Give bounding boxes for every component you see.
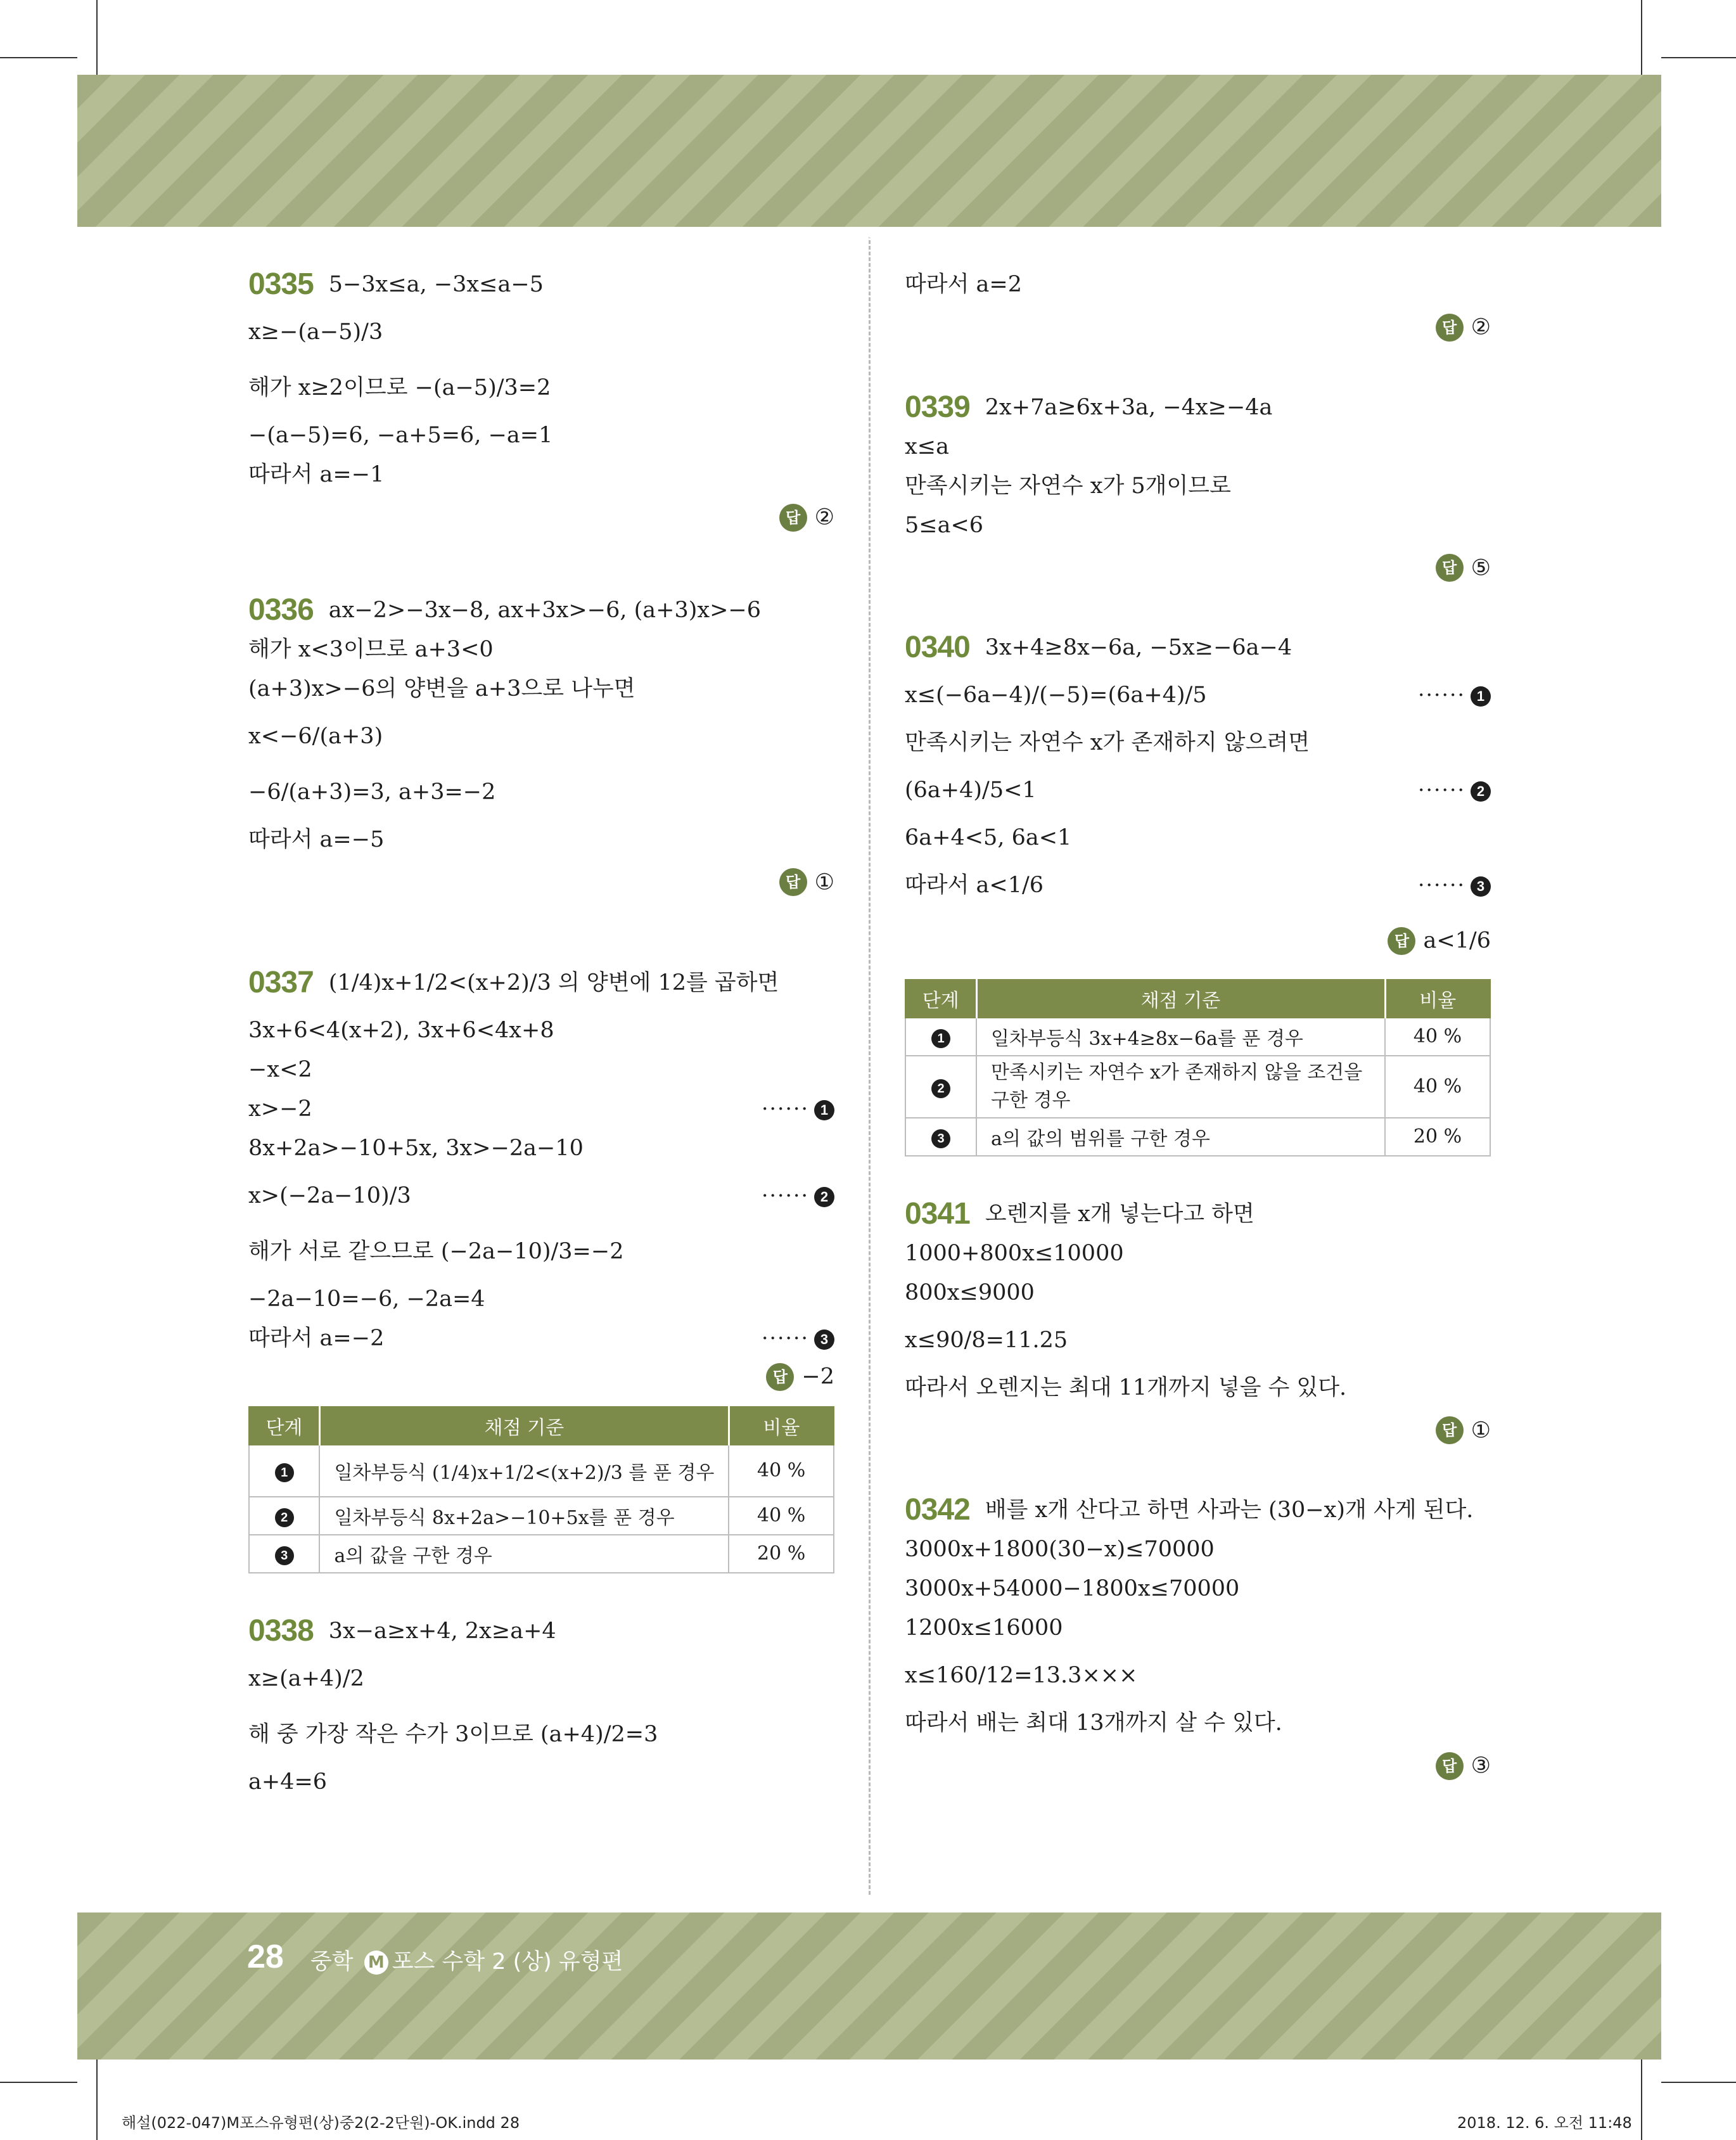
answer-badge: 답	[779, 868, 807, 896]
crop-mark	[96, 2060, 98, 2140]
ratio-cell: 40 %	[1385, 1018, 1490, 1056]
problem-number: 0340	[905, 631, 970, 664]
table-row	[249, 1535, 834, 1573]
problem-0337-line: 따라서 a=−2 ······ 3	[248, 1319, 834, 1358]
ratio-cell: 20 %	[729, 1535, 834, 1573]
problem-number: 0342	[905, 1493, 970, 1527]
criterion-cell: 일차부등식 (1/4)x+1/2<(x+2)/3 를 푼 경우	[319, 1445, 729, 1497]
crop-mark	[1641, 0, 1642, 75]
ratio-cell: 40 %	[1385, 1056, 1490, 1118]
problem-0341-line: 1000+800x≤10000	[905, 1240, 1124, 1266]
problem-0339-line: 0339 2x+7a≥6x+3a, −4x≥−4a	[905, 388, 1491, 427]
crop-mark	[1661, 57, 1736, 58]
problem-0340-line: 따라서 a<1/6 ······ 3	[905, 857, 1491, 913]
problem-0335-line: x≥−(a−5)/3	[248, 319, 383, 345]
table-header: 단계	[905, 980, 976, 1018]
divider-notch	[861, 227, 879, 238]
answer-0340: 답 a<1/6	[905, 913, 1491, 968]
problem-0340-line: 만족시키는 자연수 x가 존재하지 않으려면	[905, 730, 1310, 755]
table-row	[249, 1445, 834, 1497]
problem-0339-line: 만족시키는 자연수 x가 5개이므로	[905, 473, 1231, 499]
problem-0337-line: −2a−10=−6, −2a=4	[248, 1286, 485, 1312]
problem-0336-line: 따라서 a=−5	[248, 826, 385, 852]
step-marker-1: ······ 1	[1418, 667, 1491, 723]
problem-0339-line: 5≤a<6	[905, 512, 984, 538]
table-row	[905, 1118, 1490, 1156]
answer-badge: 답	[1436, 554, 1464, 582]
problem-0337-line: 해가 서로 같으므로 (−2a−10)/3=−2	[248, 1239, 624, 1264]
left-column	[248, 265, 834, 1802]
answer-badge: 답	[766, 1363, 794, 1391]
problem-0335-line: −(a−5)=6, −a+5=6, −a=1	[248, 423, 553, 448]
answer-badge: 답	[779, 504, 807, 532]
criterion-cell: 만족시키는 자연수 x가 존재하지 않을 조건을 구한 경우	[976, 1056, 1385, 1118]
table-header: 비율	[1385, 980, 1490, 1018]
step-number: 3	[931, 1129, 950, 1148]
problem-0342-line: x≤160/12=13.3×××	[905, 1663, 1138, 1688]
answer-0338: 답 ②	[905, 304, 1491, 350]
problem-number: 0341	[905, 1196, 970, 1231]
problem-number: 0338	[248, 1613, 314, 1648]
problem-0336-line: −6/(a+3)=3, a+3=−2	[248, 779, 496, 805]
step-number: 1	[275, 1463, 294, 1482]
crop-mark	[0, 2082, 77, 2083]
problem-0335-line: 0335 5−3x≤a, −3x≤a−5	[248, 265, 834, 304]
scoring-table-0340	[905, 979, 1491, 1156]
problem-0342-line: 3000x+54000−1800x≤70000	[905, 1576, 1240, 1601]
problem-0335-line: 해가 x≥2이므로 −(a−5)/3=2	[248, 375, 551, 400]
answer-0336: 답 ①	[248, 859, 834, 905]
answer-badge: 답	[1436, 1416, 1464, 1444]
problem-0337-line: 8x+2a>−10+5x, 3x>−2a−10	[248, 1136, 584, 1161]
criterion-cell: a의 값을 구한 경우	[319, 1535, 729, 1573]
problem-number: 0335	[248, 267, 314, 301]
criterion-cell: a의 값의 범위를 구한 경우	[976, 1118, 1385, 1156]
problem-0337-line: x>(−2a−10)/3 ······ 2	[248, 1168, 834, 1224]
problem-0336-line: 0336 ax−2>−3x−8, ax+3x>−6, (a+3)x>−6	[248, 591, 834, 630]
column-divider	[869, 234, 871, 1895]
table-header: 채점 기준	[976, 980, 1385, 1018]
problem-0340-line: 0340 3x+4≥8x−6a, −5x≥−6a−4	[905, 628, 1491, 667]
problem-0341-line: 800x≤9000	[905, 1279, 1035, 1305]
crop-mark	[1661, 2082, 1736, 2083]
problem-0342-line: 1200x≤16000	[905, 1615, 1063, 1641]
problem-0337-line: x>−2 ······ 1	[248, 1089, 834, 1129]
answer-0342: 답 ③	[905, 1743, 1491, 1788]
step-marker-3: ······ 3	[1418, 857, 1491, 913]
step-marker-1: ······ 1	[762, 1089, 834, 1129]
answer-badge: 답	[1388, 927, 1415, 955]
continued-line: 따라서 a=2	[905, 272, 1023, 297]
ratio-cell: 40 %	[729, 1445, 834, 1497]
page-number: 28	[247, 1938, 284, 1975]
problem-number: 0336	[248, 593, 314, 627]
problem-0339-line: x≤a	[905, 433, 949, 459]
header-band	[77, 75, 1661, 227]
answer-badge: 답	[1436, 314, 1464, 342]
answer-badge: 답	[1436, 1752, 1464, 1780]
step-marker-3: ······ 3	[762, 1319, 834, 1358]
book-title: 중학 M 포스 수학 2 (상) 유형편	[310, 1949, 623, 1975]
crop-mark	[96, 0, 98, 75]
answer-0335: 답 ②	[248, 494, 834, 540]
ratio-cell: 20 %	[1385, 1118, 1490, 1156]
problem-0337-line: −x<2	[248, 1057, 312, 1082]
problem-0342-line: 3000x+1800(30−x)≤70000	[905, 1537, 1215, 1562]
m-logo-icon: M	[364, 1951, 388, 1975]
table-header: 비율	[729, 1407, 834, 1445]
ratio-cell: 40 %	[729, 1497, 834, 1535]
step-number: 2	[931, 1079, 950, 1098]
file-slug: 해설(022-047)M포스유형편(상)중2(2-2단원)-OK.indd 28	[122, 2114, 520, 2132]
problem-0338-line: 해 중 가장 작은 수가 3이므로 (a+4)/2=3	[248, 1721, 658, 1747]
problem-0335-line: 따라서 a=−1	[248, 462, 385, 487]
problem-0338-line: a+4=6	[248, 1769, 328, 1795]
print-datetime: 2018. 12. 6. 오전 11:48	[1457, 2114, 1632, 2132]
problem-0341-line: 따라서 오렌지는 최대 11개까지 넣을 수 있다.	[905, 1374, 1347, 1400]
table-header: 단계	[249, 1407, 319, 1445]
table-header: 채점 기준	[319, 1407, 729, 1445]
step-number: 3	[275, 1546, 294, 1565]
divider-notch	[861, 1897, 879, 1909]
problem-number: 0337	[248, 966, 314, 999]
answer-0341: 답 ①	[905, 1407, 1491, 1453]
problem-0342-line: 따라서 배는 최대 13개까지 살 수 있다.	[905, 1710, 1282, 1736]
problem-number: 0339	[905, 390, 970, 424]
step-marker-2: ······ 2	[762, 1168, 834, 1224]
problem-0340-line: x≤(−6a−4)/(−5)=(6a+4)/5 ······ 1	[905, 667, 1491, 723]
scoring-table-0337	[248, 1406, 834, 1573]
problem-0342-line: 0342 배를 x개 산다고 하면 사과는 (30−x)개 사게 된다.	[905, 1490, 1491, 1530]
footer-band	[77, 1913, 1661, 2060]
problem-0341-line: 0341 오렌지를 x개 넣는다고 하면	[905, 1195, 1491, 1234]
problem-0340-line: (6a+4)/5<1 ······ 2	[905, 762, 1491, 818]
table-row	[249, 1497, 834, 1535]
problem-0340-line: 6a+4<5, 6a<1	[905, 825, 1072, 850]
crop-mark	[1641, 2060, 1642, 2140]
answer-0339: 답 ⑤	[905, 545, 1491, 591]
table-row	[905, 1018, 1490, 1056]
criterion-cell: 일차부등식 8x+2a>−10+5x를 푼 경우	[319, 1497, 729, 1535]
right-column	[905, 265, 1491, 1788]
problem-0338-line: x≥(a+4)/2	[248, 1665, 364, 1691]
step-number: 1	[931, 1029, 950, 1048]
crop-mark	[0, 57, 77, 58]
problem-0337-line: 3x+6<4(x+2), 3x+6<4x+8	[248, 1018, 554, 1043]
answer-0337: 답 −2	[248, 1358, 834, 1395]
problem-0341-line: x≤90/8=11.25	[905, 1327, 1068, 1353]
table-row	[905, 1056, 1490, 1118]
problem-0336-line: x<−6/(a+3)	[248, 723, 383, 749]
problem-0336-line: (a+3)x>−6의 양변을 a+3으로 나누면	[248, 676, 635, 702]
criterion-cell: 일차부등식 3x+4≥8x−6a를 푼 경우	[976, 1018, 1385, 1056]
step-number: 2	[275, 1508, 294, 1527]
step-marker-2: ······ 2	[1418, 762, 1491, 818]
problem-0337-line: 0337 (1/4)x+1/2<(x+2)/3 의 양변에 12를 곱하면	[248, 955, 834, 1011]
problem-0338-line: 0338 3x−a≥x+4, 2x≥a+4	[248, 1611, 834, 1651]
problem-0336-line: 해가 x<3이므로 a+3<0	[248, 636, 494, 662]
